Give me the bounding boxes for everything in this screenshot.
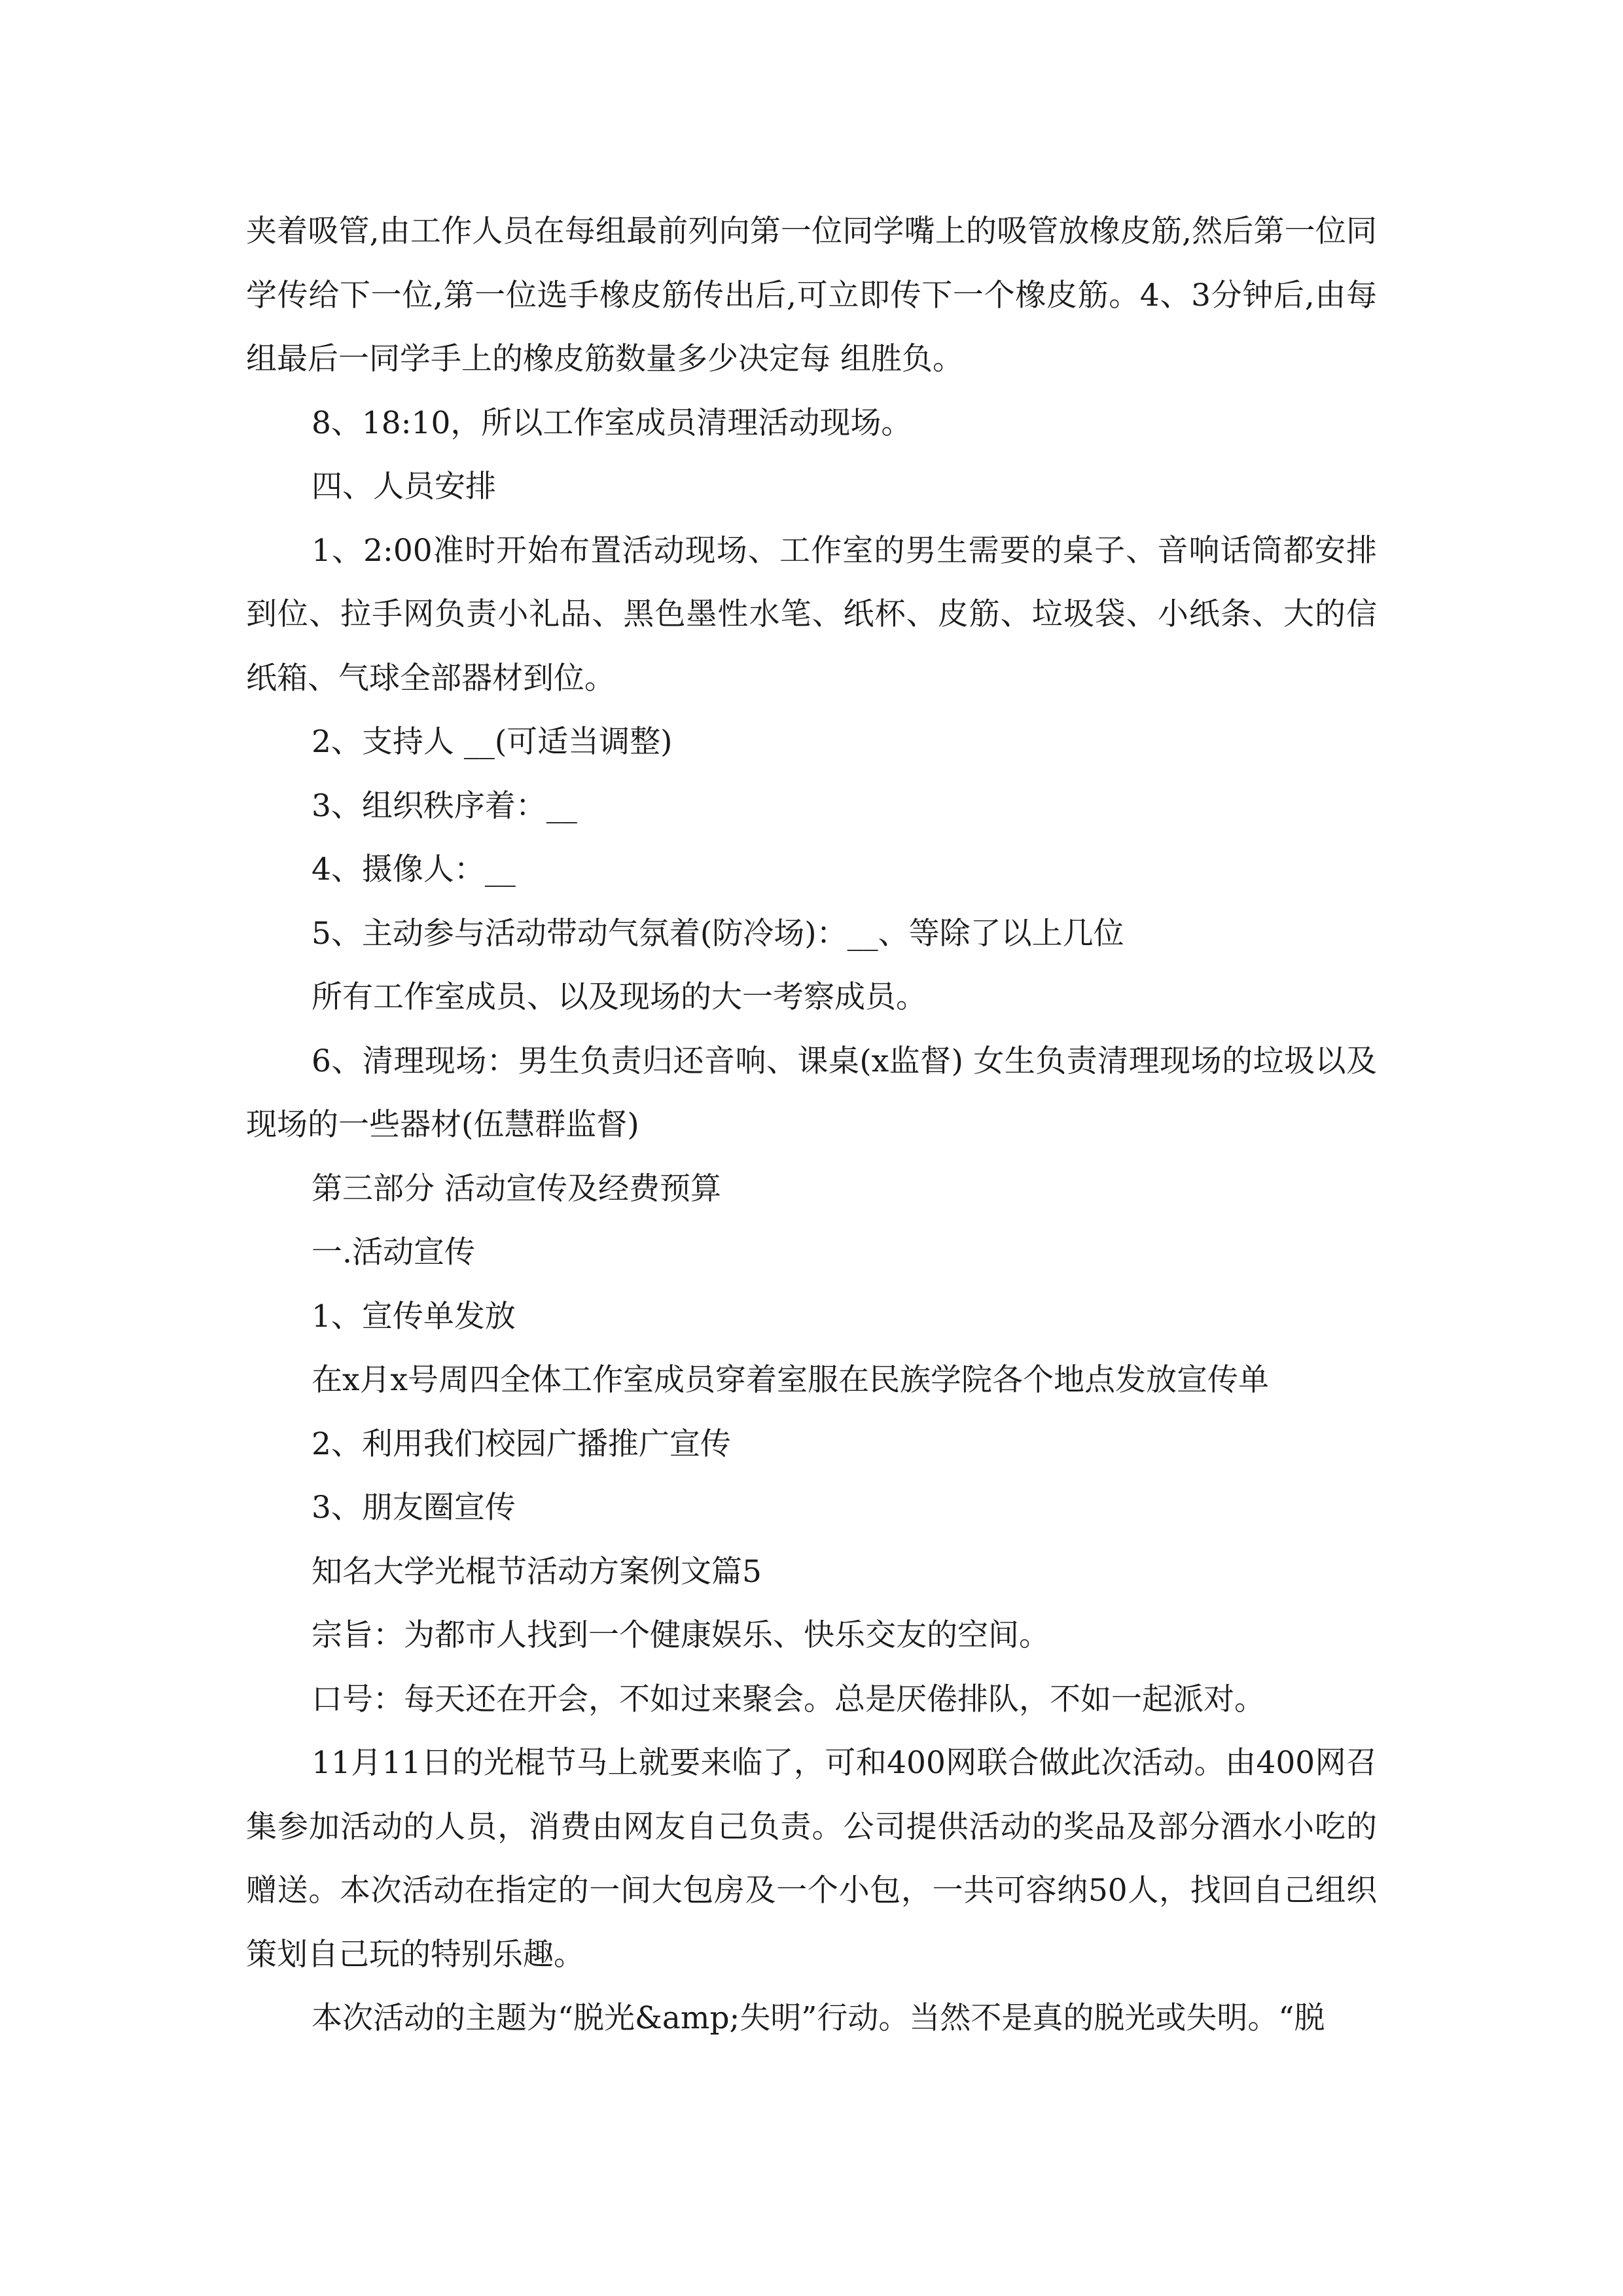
paragraph: 8、18:10，所以工作室成员清理活动现场。 [312,404,912,441]
paragraph: 夹着吸管,由工作人员在每组最前列向第一位同学嘴上的吸管放橡皮筋,然后第一位同学传给下一位,第一位选手橡皮筋传出后,可立即传下一个橡皮筋。4、3分钟后,由每组最后一同学手上的橡皮筋数量多少决定每 组胜负。 [246,213,1377,377]
list-item: 3、朋友圈宣传 [312,1490,516,1526]
article-title: 知名大学光棍节活动方案例文篇5 [312,1553,762,1590]
list-item: 2、支持人 __(可适当调整) [312,724,673,760]
section-heading: 一.活动宣传 [312,1234,475,1270]
paragraph: 本次活动的主题为“脱光&amp;失明”行动。当然不是真的脱光或失明。“脱 [312,2000,1325,2036]
paragraph: 11月11日的光棍节马上就要来临了，可和400网联合做此次活动。由400网召集参加活动的人员，消费由网友自己负责。公司提供活动的奖品及部分酒水小吃的赠送。本次活动在指定的一间大包房及一个小包，一共可容纳50人，找回自己组织策划自己玩的特别乐趣。 [246,1745,1377,1973]
document-body [246,200,1377,2051]
list-item: 6、清理现场：男生负责归还音响、课桌(x监督) 女生负责清理现场的垃圾以及现场的一些器材(伍慧群监督) [246,1043,1377,1143]
list-item: 2、利用我们校园广播推广宣传 [312,1426,731,1462]
paragraph: 在x月x号周四全体工作室成员穿着室服在民族学院各个地点发放宣传单 [312,1362,1270,1398]
section-heading: 第三部分 活动宣传及经费预算 [312,1170,721,1207]
paragraph: 宗旨：为都市人找到一个健康娱乐、快乐交友的空间。 [312,1617,1050,1653]
paragraph: 口号：每天还在开会，不如过来聚会。总是厌倦排队，不如一起派对。 [312,1681,1265,1717]
list-item: 4、摄像人：__ [312,852,516,888]
paragraph: 所有工作室成员、以及现场的大一考察成员。 [312,979,927,1015]
section-heading: 四、人员安排 [312,469,496,505]
list-item: 3、组织秩序着：__ [312,787,577,824]
list-item: 5、主动参与活动带动气氛着(防冷场)：__、等除了以上几位 [312,915,1124,952]
paragraph: 1、2:00准时开始布置活动现场、工作室的男生需要的桌子、音响话筒都安排到位、拉手网负责小礼品、黑色墨性水笔、纸杯、皮筋、垃圾袋、小纸条、大的信纸箱、气球全部器材到位。 [246,532,1377,696]
list-item: 1、宣传单发放 [312,1298,516,1335]
